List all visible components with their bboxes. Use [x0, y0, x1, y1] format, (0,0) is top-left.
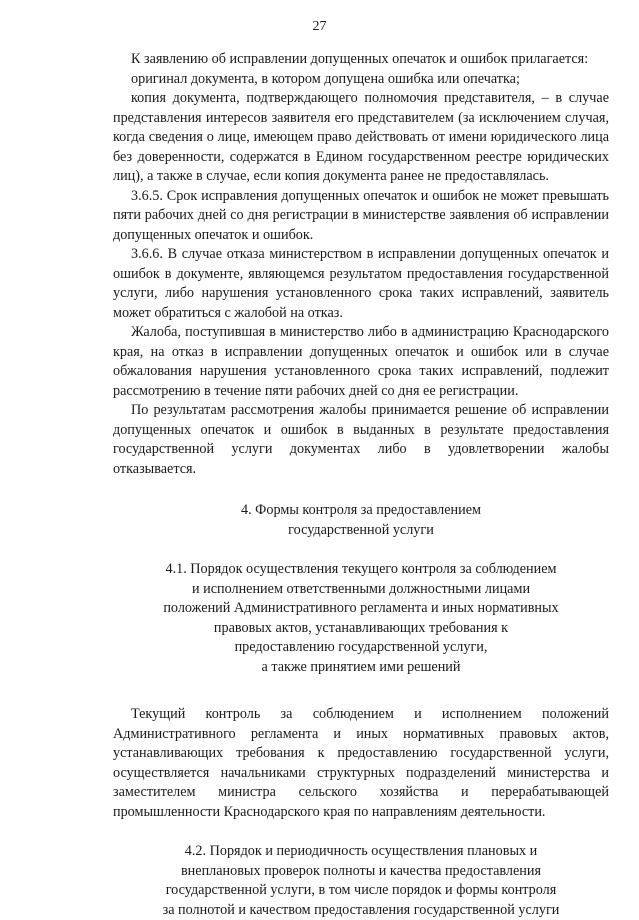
paragraph: Жалоба, поступившая в министерство либо в администрацию Краснодарского края, на отказ в исправлении допущенных опечаток и ошибок или в случае обжалования нарушения установленного срока таких исправлений, подлежит рассмотрению в течение пяти рабочих дней со дня ее регистрации.: [113, 323, 609, 401]
paragraph: копия документа, подтверждающего полномочия представителя, – в случае представления интересов заявителя его представителем (за исключением случая, когда сведения о лице, имеющем право действовать от имени юридического лица без доверенности, содержатся в Едином государственном реестре юридических лиц), а также в случае, если копия документа ранее не предоставлялась.: [113, 89, 609, 187]
heading-line: правовых актов, устанавливающих требования к: [113, 619, 609, 639]
section-heading: [113, 501, 609, 540]
paragraph: К заявлению об исправлении допущенных опечаток и ошибок прилагается:: [113, 50, 609, 70]
heading-line: государственной услуги, в том числе порядок и формы контроля: [113, 881, 609, 901]
paragraph: 3.6.5. Срок исправления допущенных опечаток и ошибок не может превышать пяти рабочих дней со дня регистрации в министерстве заявления об исправлении допущенных опечаток и ошибок.: [113, 187, 609, 246]
page-number: 27: [0, 17, 639, 37]
heading-line: предоставлению государственной услуги,: [113, 638, 609, 658]
heading-line: 4.2. Порядок и периодичность осуществления плановых и: [113, 842, 609, 862]
paragraph: Текущий контроль за соблюдением и исполнением положений Административного регламента и иных нормативных правовых актов, устанавливающих требования к предоставлению государственной услуги, осуществляется начальниками структурных подразделений министерства и заместителем министра сельского хозяйства и перерабатывающей промышленности Краснодарского края по направлениям деятельности.: [113, 705, 609, 822]
heading-line: за полнотой и качеством предоставления государственной услуги: [113, 901, 609, 920]
subsection-heading: [113, 560, 609, 677]
subsection-heading: [113, 842, 609, 920]
heading-line: государственной услуги: [113, 521, 609, 541]
paragraph: По результатам рассмотрения жалобы принимается решение об исправлении допущенных опечаток и ошибок в выданных в результате предоставления государственной услуги документах либо в удовлетворении жалобы отказывается.: [113, 401, 609, 479]
heading-line: внеплановых проверок полноты и качества предоставления: [113, 862, 609, 882]
heading-line: положений Административного регламента и иных нормативных: [113, 599, 609, 619]
paragraph: оригинал документа, в котором допущена ошибка или опечатка;: [113, 70, 609, 90]
heading-line: 4. Формы контроля за предоставлением: [113, 501, 609, 521]
heading-line: и исполнением ответственными должностными лицами: [113, 580, 609, 600]
heading-line: а также принятием ими решений: [113, 658, 609, 678]
document-body: [113, 50, 609, 920]
heading-line: 4.1. Порядок осуществления текущего контроля за соблюдением: [113, 560, 609, 580]
paragraph: 3.6.6. В случае отказа министерством в исправлении допущенных опечаток и ошибок в документе, являющемся результатом предоставления государственной услуги, либо нарушения установленного срока таких исправлений, заявитель может обратиться с жалобой на отказ.: [113, 245, 609, 323]
